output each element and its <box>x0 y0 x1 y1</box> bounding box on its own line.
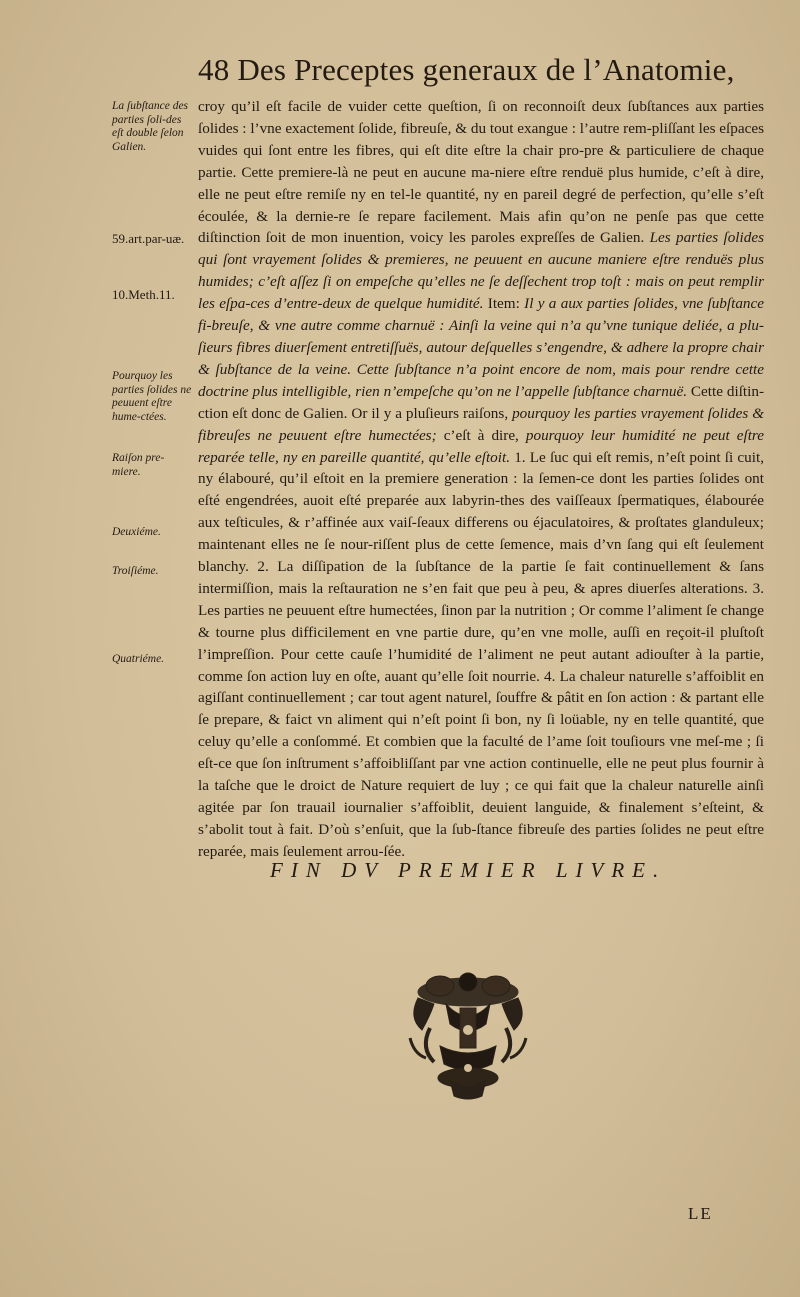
margin-note-reference-meth: 10.Meth.11. <box>112 287 175 302</box>
body-span: croy qu’il eſt facile de vuider cette queſtion, ſi on reconnoiſt deux ſubſtances aux parties ſolides : l’vne exactement ſolide, fibreuſe, & du tout exangue : l’autre rem-pliſſant les eſpaces vuides qui ſont entre les fibres, qui eſt dite eſtre la chair pro-pre & particuliere de chaque partie. Cette premiere-là ne peut en aucune ma-niere eſtre renduë plus humide, c’eſt à dire, elle ne peut eſtre remiſe ny en tel-le quantité, ny en pareil degré de perfection, qu’elle s’eſt écoulée, & la dernie-re ſe repare facilement. Mais afin qu’on ne penſe pas que cette diſtinction ſoit de mon inuention, voicy les paroles expreſſes de Galien. <box>198 98 764 247</box>
body-span: Cette diſtin-ction eſt donc de Galien. Or il y a pluſieurs raiſons, <box>198 382 765 422</box>
catchword: LE <box>688 1204 713 1223</box>
margin-note-third: Troiſiéme. <box>112 565 159 577</box>
galien-quote-2: Il y a aux parties ſolides, vne ſubſtance fi-breuſe, & vne autre comme charnuë : Ainſi la veine qui n’a qu’vne tunique deliée, a plu-ſieurs fibres diuerſement entretiſſuës, autour deſquelles s’engendre, & adhere la propre chair & ſubſtance de la veine. Cette ſubſtance n’a point encore de nom, mais pour rendre cette doctrine plus intelligible, rien n’empeſche qu’on ne l’appelle ſubſtance charnuë. <box>198 295 764 400</box>
body-text <box>198 96 764 863</box>
emphasis-humidity: pourquoy leur humidité ne peut eſtre reparée telle, ny en pareille quantité, qu’elle eſtoit. <box>198 426 765 466</box>
body-paragraph <box>198 96 764 863</box>
margin-note-first-reason: Raiſon pre-miere. <box>112 452 165 478</box>
body-span: 1. Le ſuc qui eſt remis, n’eſt point ſi cuit, ny élabouré, qu’il eſtoit en la premiere generation : la ſemen-ce dont les parties ſolides ont eſté engendrées, auoit eſté preparée aux labyrin-thes des vaiſſeaux ſpermatiques, élabourée aux teſticules, & r’affinée aux vaiſ-ſeaux differens ou éjaculatoires, & proſtates glanduleux; maintenant elles ne ſe nour-riſſent plus de cette ſemence, mais d’vn ſang qui eſt ſeulement blanchy. 2. La diſſipation de la ſubſtance de la partie ſe fait continuellement & ſans intermiſſion, mais la reſtauration ne s’en fait que peu à peu, & apres diuerſes alterations. 3. Les parties ne peuuent eſtre humectées, ſinon par la nutrition ; Or comme l’aliment ſe change & tourne plus difficilement en vne partie dure, qu’en vne molle, auſſi en reçoit-il pluſtoſt l’impreſſion. Pour cette cauſe l’humidité de l’aliment ne peut autant adiouſter à la partie, comme ſon action luy en oſte, auant qu’elle ſoit nourrie. 4. La chaleur naturelle s’affoiblit en agiſſant continuellement ; car tout agent naturel, ſouffre & pâtit en ſon action : & partant elle ſe prepare, & faict vn aliment qui n’eſt point ſi bon, ny ſi loüable, ny en telle quantité, que celuy qu’elle a conſommé. Et combien que la faculté de l’ame ſoit touſiours vne meſ-me ; ſi eſt-ce que ſon inſtrument s’affoibliſſant par vne action continuelle, elle ne peut plus fournir à la taſche que le droict de Nature requiert de luy ; ce qui fait que la chaleur naturelle ainſi agitée par ſon trauail iournalier s’affoiblit, deuient languide, & finalement s’eſteint, & s’abolit tout à fait. D’où s’enſuit, que la ſub-ſtance fibreuſe des parties ſolides ne peut eſtre reparée, mais ſeulement arrou-ſée. <box>198 448 765 860</box>
floral-vase-ornament-icon <box>400 968 536 1108</box>
body-span: c’eſt à dire, <box>443 426 519 444</box>
galien-quote-1: Les parties ſolides qui ſont vrayement ſolides & premieres, ne peuuent en aucune maniere eſtre renduës plus humides; c’eſt aſſez ſi on empeſche qu’elles ne ſe deſſechent trop toſt : mais on peut remplir les eſpa-ces d’entre-deux de quelque humidité. <box>198 229 764 313</box>
margin-note-fourth: Quatriéme. <box>112 653 165 665</box>
body-span: Item: <box>487 295 520 313</box>
end-of-book-colophon: FIN DV PREMIER LIVRE. <box>270 858 667 882</box>
margin-note-why: Pourquoy les parties ſolides ne peuuent eſtre hume-ctées. <box>112 370 192 423</box>
margin-note-substance: La ſubſtance des parties ſoli-des eſt double ſelon Galien. <box>112 100 189 153</box>
margin-note-second: Deuxiéme. <box>112 526 161 538</box>
margin-note-reference-59: 59.art.par-uæ. <box>112 231 185 246</box>
running-head: 48 Des Preceptes generaux de l’Anatomie, <box>198 52 735 87</box>
emphasis-why: pourquoy les parties vrayement ſolides & fibreuſes ne peuuent eſtre humectées; <box>198 404 765 444</box>
